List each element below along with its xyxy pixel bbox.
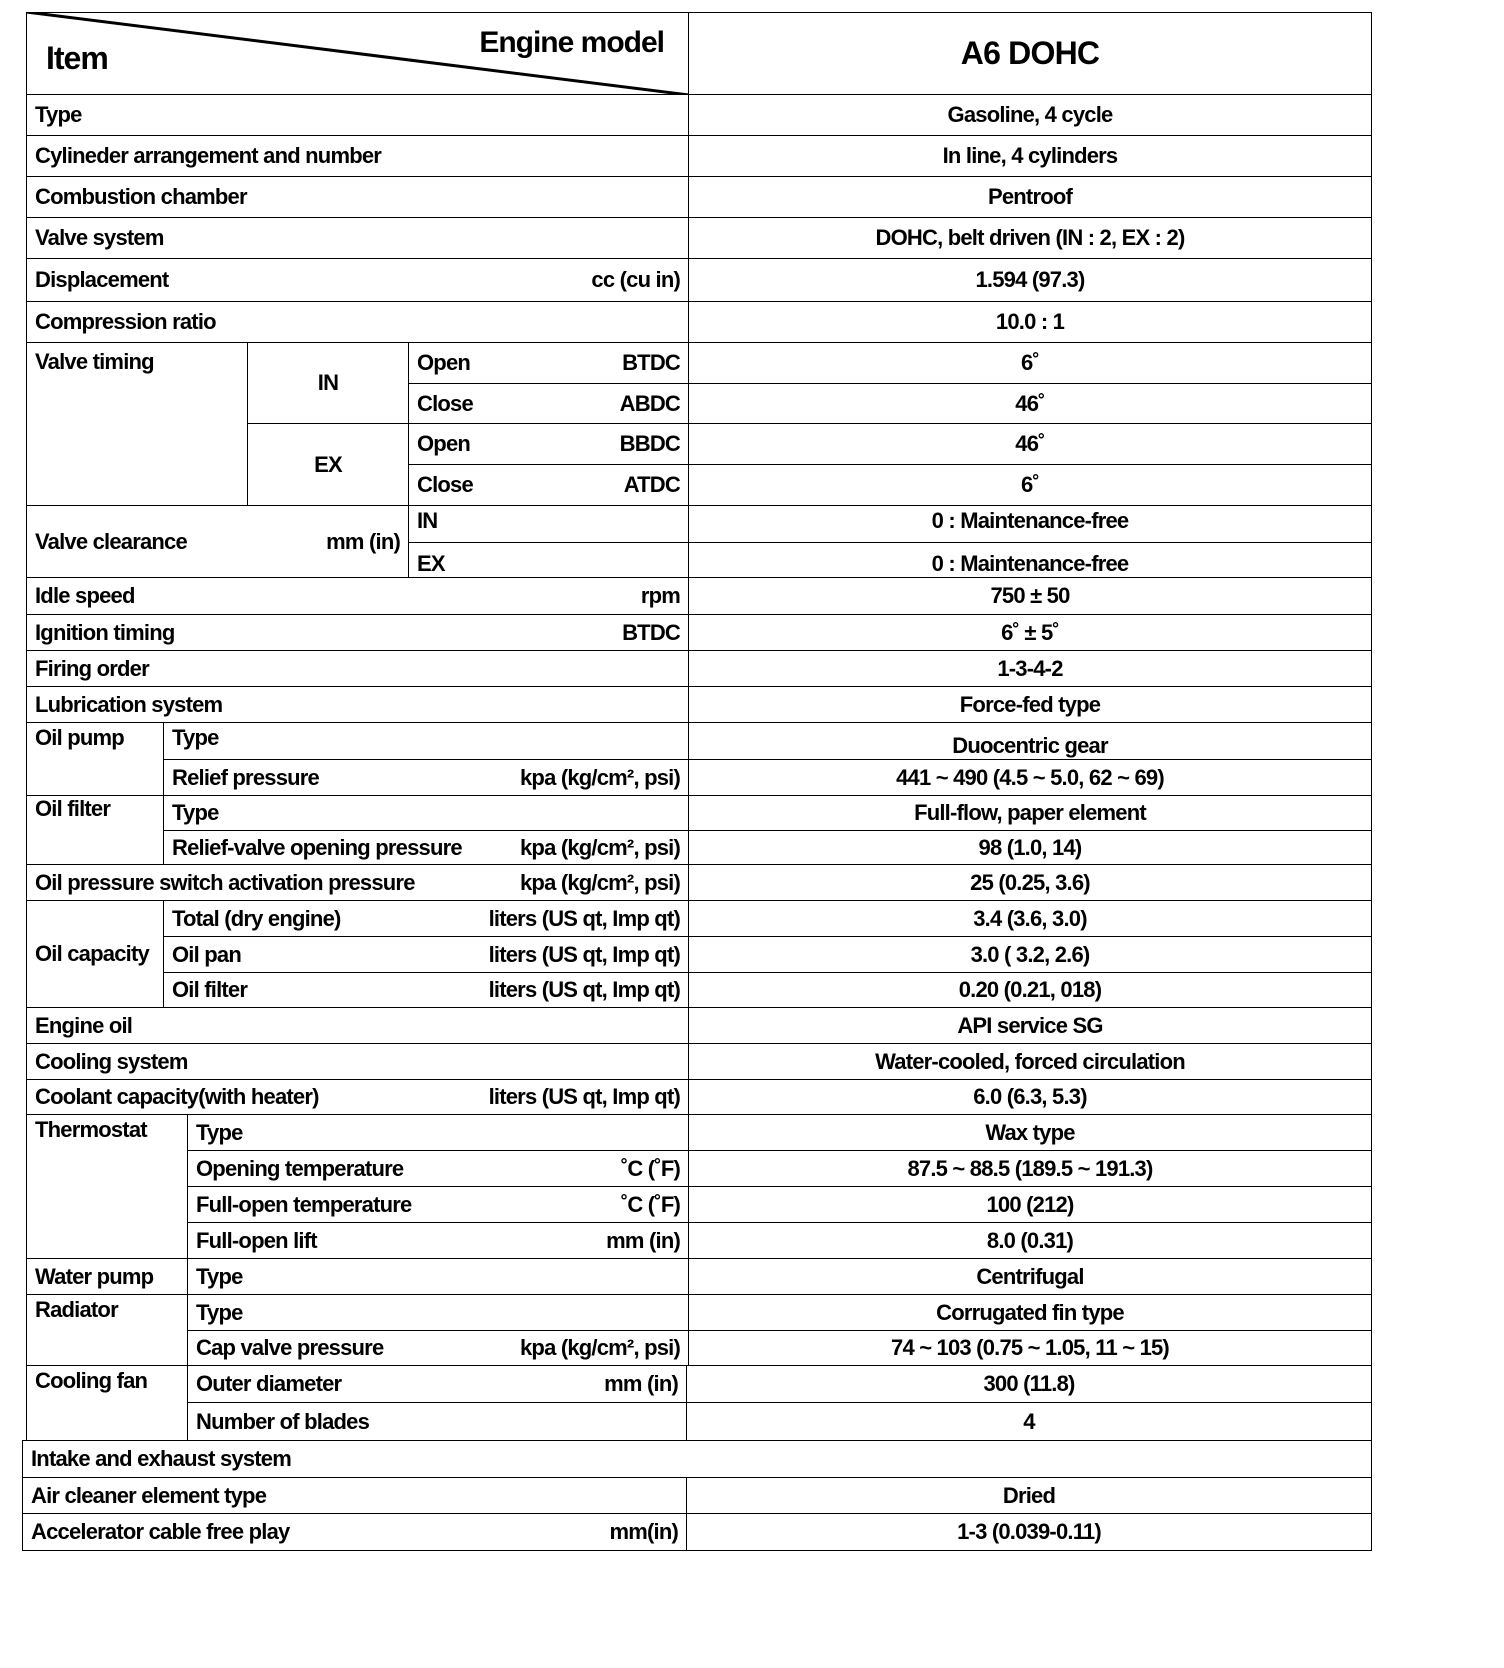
value: 3.0 ( 3.2, 2.6) xyxy=(970,941,1090,967)
ex-open-value xyxy=(688,423,1372,465)
thermostat-lift-label xyxy=(187,1222,689,1259)
row-cylinder-value xyxy=(688,135,1372,177)
unit: ˚C (˚F) xyxy=(620,1191,680,1217)
row-engine-oil-label xyxy=(26,1007,689,1044)
label: Cooling system xyxy=(35,1048,188,1074)
label: Coolant capacity(with heater) xyxy=(35,1084,319,1109)
unit: liters (US qt, Imp qt) xyxy=(488,1084,680,1109)
label: Type xyxy=(35,102,82,127)
value: Water-cooled, forced circulation xyxy=(875,1048,1185,1074)
oil-filter-type-label xyxy=(163,795,689,831)
value: Force-fed type xyxy=(959,691,1101,717)
value: 10.0 : 1 xyxy=(995,309,1065,334)
engine-model-value: A6 DOHC xyxy=(960,35,1100,71)
thermostat-opening-label xyxy=(187,1150,689,1187)
row-cooling-label xyxy=(26,1043,689,1080)
label: Oil pan xyxy=(172,941,241,967)
in-close-label xyxy=(408,383,689,424)
value: Wax type xyxy=(985,1119,1075,1145)
label: Cylineder arrangement and number xyxy=(35,143,382,168)
row-engine-oil-value xyxy=(688,1007,1372,1044)
in-close-value xyxy=(688,383,1372,424)
row-oil-switch-value xyxy=(688,864,1372,901)
label: IN xyxy=(317,370,339,395)
oil-capacity-pan-label xyxy=(163,936,689,973)
value: 6˚ xyxy=(1021,350,1039,375)
label: Opening temperature xyxy=(196,1155,404,1181)
row-ignition-label xyxy=(26,614,689,651)
row-firing-label xyxy=(26,650,689,687)
row-lubrication-label xyxy=(26,686,689,723)
row-air-cleaner-value xyxy=(686,1477,1372,1514)
valve-clearance-label xyxy=(26,505,409,578)
label: Oil pressure switch activation pressure xyxy=(35,869,415,895)
value: 0 : Maintenance-free xyxy=(931,551,1129,576)
unit: ABDC xyxy=(619,390,680,416)
value: 46˚ xyxy=(1015,431,1045,456)
unit: rpm xyxy=(640,583,680,608)
unit: BTDC xyxy=(622,350,680,375)
label: EX xyxy=(417,551,445,576)
value: 6˚ xyxy=(1021,472,1039,497)
label: Full-open temperature xyxy=(196,1191,412,1217)
valve-timing-label xyxy=(26,342,248,506)
value: Gasoline, 4 cycle xyxy=(947,102,1113,127)
label: Accelerator cable free play xyxy=(31,1519,290,1544)
radiator-type-label xyxy=(187,1294,689,1331)
ex-close-value xyxy=(688,464,1372,506)
value: 74 ~ 103 (0.75 ~ 1.05, 11 ~ 15) xyxy=(891,1335,1169,1360)
valve-clearance-in-label xyxy=(408,505,689,543)
label: Valve clearance xyxy=(35,528,187,554)
unit: BBDC xyxy=(619,431,680,456)
label: Open xyxy=(417,431,471,456)
value: In line, 4 cylinders xyxy=(942,143,1118,168)
header-engine-model-value xyxy=(688,12,1372,95)
value: 300 (11.8) xyxy=(983,1371,1075,1396)
row-combustion-label xyxy=(26,176,689,218)
value: 100 (212) xyxy=(986,1191,1074,1217)
value: 1.594 (97.3) xyxy=(975,267,1085,292)
value: 8.0 (0.31) xyxy=(986,1227,1074,1253)
value: 1-3-4-2 xyxy=(997,655,1063,681)
label: EX xyxy=(314,451,342,477)
row-cylinder-label xyxy=(26,135,689,177)
water-pump-type-value xyxy=(688,1258,1372,1295)
value: 1-3 (0.039-0.11) xyxy=(957,1519,1101,1544)
row-displacement-value xyxy=(688,258,1372,302)
value: DOHC, belt driven (IN : 2, EX : 2) xyxy=(875,225,1185,250)
oil-pump-label xyxy=(26,722,164,796)
ex-close-label xyxy=(408,464,689,506)
row-valve-system-value xyxy=(688,217,1372,259)
label: Valve system xyxy=(35,225,164,250)
label: Type xyxy=(196,1263,243,1289)
unit: BTDC xyxy=(622,619,680,645)
label: Type xyxy=(196,1299,243,1325)
oil-pump-type-label xyxy=(163,722,689,760)
label: Relief pressure xyxy=(172,764,319,790)
value: Dried xyxy=(1002,1482,1056,1508)
value: 87.5 ~ 88.5 (189.5 ~ 191.3) xyxy=(907,1155,1153,1181)
header-engine-model-label: Engine model xyxy=(479,26,664,59)
thermostat-full-open-label xyxy=(187,1186,689,1223)
label: Type xyxy=(172,725,219,750)
value: 0.20 (0.21, 018) xyxy=(958,977,1102,1002)
value: Pentroof xyxy=(987,184,1073,209)
radiator-label xyxy=(26,1294,188,1366)
value: Corrugated fin type xyxy=(936,1299,1124,1325)
thermostat-opening-value xyxy=(688,1150,1372,1187)
thermostat-label xyxy=(26,1114,188,1259)
label: Idle speed xyxy=(35,583,135,608)
unit: mm (in) xyxy=(604,1371,678,1396)
label: Type xyxy=(196,1119,243,1145)
row-idle-value xyxy=(688,577,1372,615)
oil-filter-relief-value xyxy=(688,830,1372,865)
label: Relief-valve opening pressure xyxy=(172,834,462,860)
label: Ignition timing xyxy=(35,619,175,645)
oil-filter-relief-label xyxy=(163,830,689,865)
valve-clearance-in-value xyxy=(688,505,1372,543)
cooling-fan-blades-value xyxy=(686,1402,1372,1441)
cooling-fan-label xyxy=(26,1365,188,1441)
row-coolant-value xyxy=(688,1079,1372,1115)
label: Type xyxy=(172,800,219,825)
row-compression-label xyxy=(26,301,689,343)
label: Oil filter xyxy=(172,977,248,1002)
value: 441 ~ 490 (4.5 ~ 5.0, 62 ~ 69) xyxy=(896,764,1164,790)
label: Water pump xyxy=(35,1263,154,1289)
unit: cc (cu in) xyxy=(591,267,680,292)
cooling-fan-diameter-label xyxy=(187,1365,687,1403)
row-coolant-label xyxy=(26,1079,689,1115)
label: Outer diameter xyxy=(196,1371,342,1396)
valve-timing-ex xyxy=(247,423,409,506)
value: 3.4 (3.6, 3.0) xyxy=(973,905,1087,931)
header-item-label: Item xyxy=(46,40,108,76)
oil-filter-label xyxy=(26,795,164,865)
row-oil-switch-label xyxy=(26,864,689,901)
radiator-cap-value xyxy=(688,1330,1372,1366)
unit: ATDC xyxy=(623,472,680,497)
unit: mm (in) xyxy=(326,528,400,554)
row-lubrication-value xyxy=(688,686,1372,723)
oil-capacity-filter-label xyxy=(163,972,689,1008)
label: Close xyxy=(417,472,473,497)
row-compression-value xyxy=(688,301,1372,343)
row-air-cleaner-label xyxy=(22,1477,687,1514)
value: 4 xyxy=(1023,1408,1035,1434)
row-cooling-value xyxy=(688,1043,1372,1080)
value: Full-flow, paper element xyxy=(914,800,1146,825)
value: Centrifugal xyxy=(976,1263,1084,1289)
unit: mm(in) xyxy=(609,1519,678,1544)
oil-capacity-total-label xyxy=(163,900,689,937)
label: Firing order xyxy=(35,655,149,681)
oil-capacity-pan-value xyxy=(688,936,1372,973)
unit: liters (US qt, Imp qt) xyxy=(488,941,680,967)
radiator-type-value xyxy=(688,1294,1372,1331)
thermostat-lift-value xyxy=(688,1222,1372,1259)
label: Engine oil xyxy=(35,1012,133,1038)
valve-timing-in xyxy=(247,342,409,424)
ex-open-label xyxy=(408,423,689,465)
unit: liters (US qt, Imp qt) xyxy=(488,905,680,931)
row-idle-label xyxy=(26,577,689,615)
row-firing-value xyxy=(688,650,1372,687)
row-displacement-label xyxy=(26,258,689,302)
label: Open xyxy=(417,350,471,375)
row-combustion-value xyxy=(688,176,1372,218)
label: Full-open lift xyxy=(196,1227,317,1253)
in-open-value xyxy=(688,342,1372,384)
unit: kpa (kg/cm², psi) xyxy=(520,834,680,860)
label: Compression ratio xyxy=(35,309,216,334)
thermostat-full-open-value xyxy=(688,1186,1372,1223)
label: Number of blades xyxy=(196,1408,370,1434)
value: API service SG xyxy=(957,1012,1103,1038)
label: Air cleaner element type xyxy=(31,1482,267,1508)
thermostat-type-label xyxy=(187,1114,689,1151)
label: Oil filter xyxy=(35,796,111,821)
unit: mm (in) xyxy=(606,1227,680,1253)
value: 0 : Maintenance-free xyxy=(931,508,1129,533)
label: Cap valve pressure xyxy=(196,1335,384,1360)
value: 6.0 (6.3, 5.3) xyxy=(973,1084,1087,1109)
in-open-label xyxy=(408,342,689,384)
unit: kpa (kg/cm², psi) xyxy=(520,1335,680,1360)
label: Cooling fan xyxy=(35,1368,148,1393)
water-pump-type-label xyxy=(187,1258,689,1295)
oil-capacity-label xyxy=(26,900,164,1008)
label: IN xyxy=(417,508,438,533)
value: Duocentric gear xyxy=(952,733,1108,758)
label: Radiator xyxy=(35,1297,118,1322)
value: 46˚ xyxy=(1015,390,1045,416)
label: Displacement xyxy=(35,267,169,292)
value: 750 ± 50 xyxy=(990,583,1070,608)
cooling-fan-diameter-value xyxy=(686,1365,1372,1403)
value: 98 (1.0, 14) xyxy=(978,834,1082,860)
row-intake-label xyxy=(22,1440,1372,1478)
unit: liters (US qt, Imp qt) xyxy=(488,977,680,1002)
label: Intake and exhaust system xyxy=(31,1446,292,1471)
value: 25 (0.25, 3.6) xyxy=(970,869,1090,895)
label: Total (dry engine) xyxy=(172,905,341,931)
radiator-cap-label xyxy=(187,1330,689,1366)
valve-clearance-ex-value xyxy=(688,542,1372,578)
label: Oil capacity xyxy=(35,941,149,966)
oil-pump-relief-value xyxy=(688,759,1372,796)
label: Valve timing xyxy=(35,349,154,374)
row-type-label xyxy=(26,94,689,136)
row-ignition-value xyxy=(688,614,1372,651)
row-accelerator-value xyxy=(686,1513,1372,1551)
row-type-value xyxy=(688,94,1372,136)
label: Thermostat xyxy=(35,1117,147,1142)
label: Combustion chamber xyxy=(35,184,247,209)
row-valve-system-label xyxy=(26,217,689,259)
row-accelerator-label xyxy=(22,1513,687,1551)
oil-filter-type-value xyxy=(688,795,1372,831)
oil-capacity-total-value xyxy=(688,900,1372,937)
cooling-fan-blades-label xyxy=(187,1402,687,1441)
oil-capacity-filter-value xyxy=(688,972,1372,1008)
water-pump-label xyxy=(26,1258,188,1295)
valve-clearance-ex-label xyxy=(408,542,689,578)
oil-pump-relief-label xyxy=(163,759,689,796)
unit: kpa (kg/cm², psi) xyxy=(520,764,680,790)
unit: kpa (kg/cm², psi) xyxy=(520,869,680,895)
label: Close xyxy=(417,390,473,416)
thermostat-type-value xyxy=(688,1114,1372,1151)
label: Oil pump xyxy=(35,725,124,750)
value: 6˚ ± 5˚ xyxy=(1001,619,1059,645)
label: Lubrication system xyxy=(35,691,223,717)
oil-pump-type-value xyxy=(688,722,1372,760)
unit: ˚C (˚F) xyxy=(620,1155,680,1181)
